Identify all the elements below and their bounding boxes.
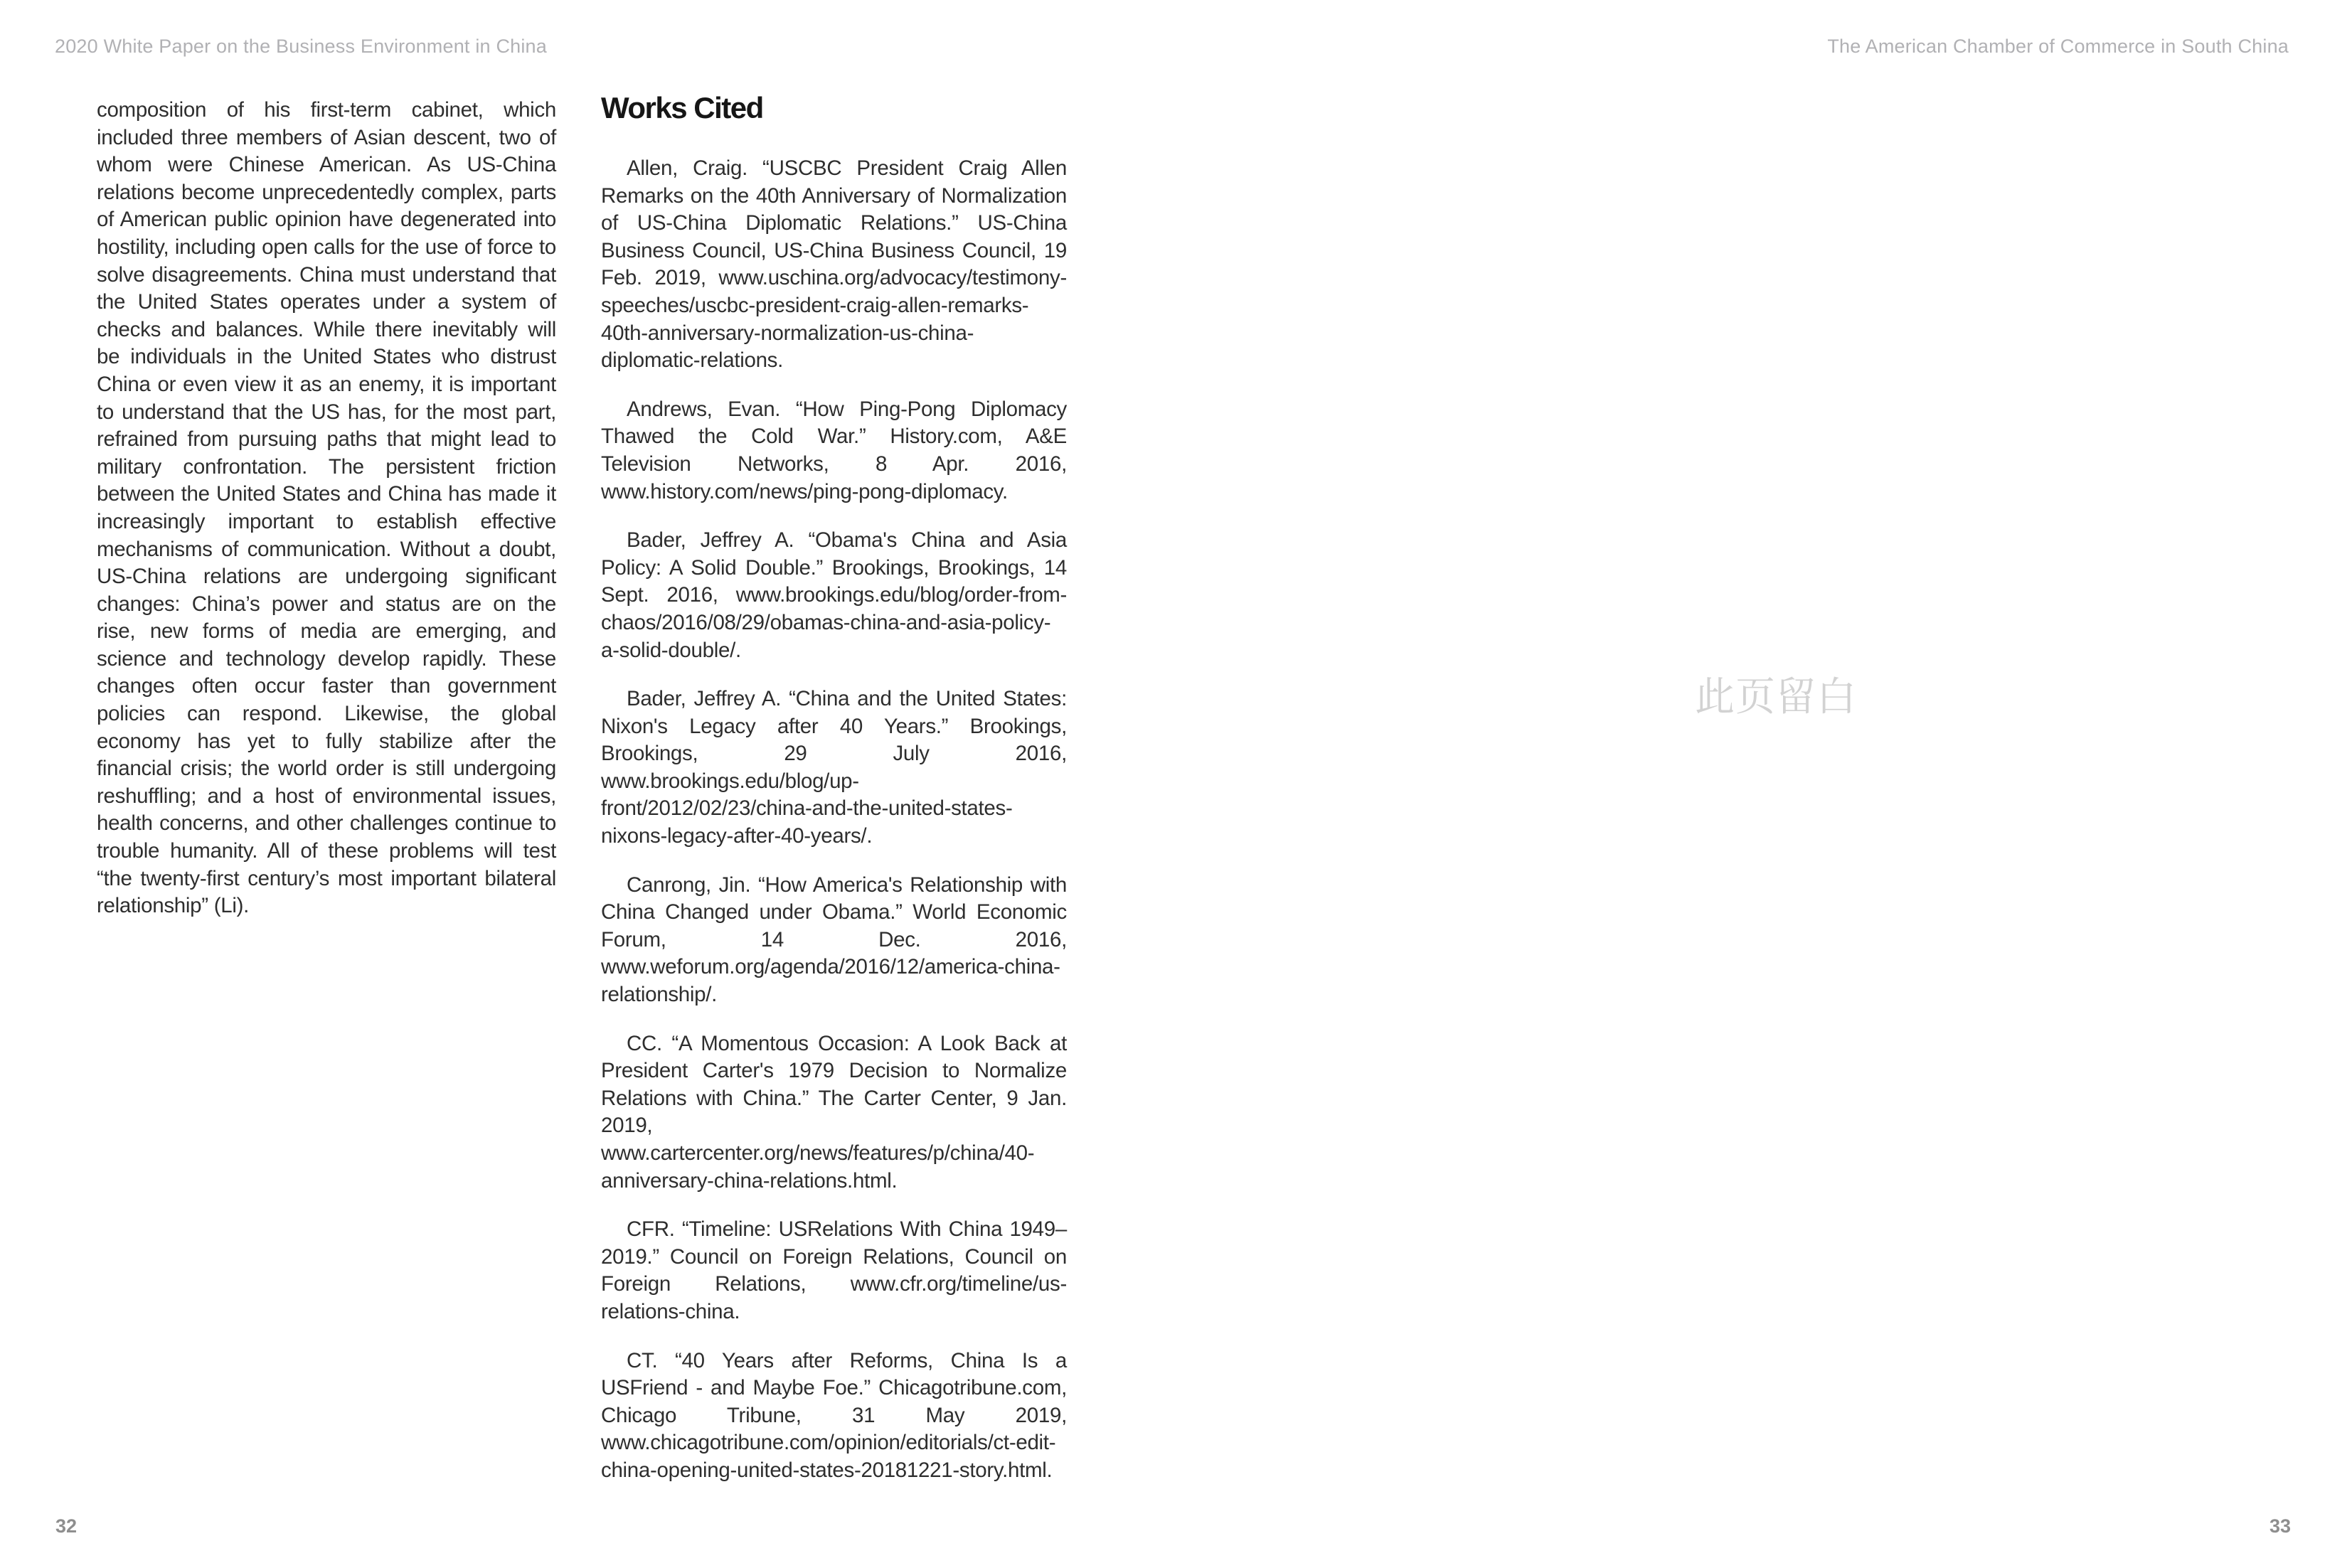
citation-entry: CC. “A Momentous Occasion: A Look Back at President Carter's 1979 Decision to Normalize Relations with China.” The Carter Center, 9 Jan. 2019, www.cartercenter.org/news/features/p/china/40-anniversary-china-relations.html. (601, 1031, 1067, 1193)
citation-entry: CT. “40 Years after Reforms, China Is a USFriend - and Maybe Foe.” Chicagotribune.com, Chicago Tribune, 31 May 2019, www.chicagotribune.com/opinion/editorials/ct-edit-china-opening-united-states-20181221-story.html. (601, 1348, 1067, 1482)
works-cited-title: Works Cited (601, 91, 763, 124)
running-header-right: The American Chamber of Commerce in South China (1827, 36, 2289, 57)
works-cited-section (601, 92, 1067, 1485)
citation-entry: Allen, Craig. “USCBC President Craig Allen Remarks on the 40th Anniversary of Normalization of US-China Diplomatic Relations.” US-China Business Council, US-China Business Council, 19 Feb. 2019, www.uschina.org/advocacy/testimony-speeches/uscbc-president-craig-allen-remarks-40th-anniversary-normalization-us-china-diplomatic-relations. (601, 156, 1067, 373)
running-header-left: 2020 White Paper on the Business Environment in China (55, 36, 547, 57)
page-number-left: 32 (55, 1515, 78, 1537)
citation-entry: Andrews, Evan. “How Ping-Pong Diplomacy Thawed the Cold War.” History.com, A&E Television Networks, 8 Apr. 2016, www.history.com/news/ping-pong-diplomacy. (601, 397, 1067, 503)
body-paragraph: composition of his first-term cabinet, which included three members of Asian descent, two of whom were Chinese American. As US-China relations become unprecedentedly complex, parts of American public opinion have degenerated into hostility, including open calls for the use of force to solve disagreements. China must understand that the United States operates under a system of checks and balances. While there inevitably will be individuals in the United States who distrust China or even view it as an enemy, it is important to understand that the US has, for the most part, refrained from pursuing paths that might lead to military confrontation. The persistent friction between the United States and China has made it increasingly important to establish effective mechanisms of communication. Without a doubt, US-China relations are undergoing significant changes: China’s power and status are on the rise, new forms of media are emerging, and science and technology develop rapidly. These changes often occur faster than government policies can respond. Likewise, the global economy has yet to fully stabilize after the financial crisis; the world order is still undergoing reshuffling; and a host of environmental issues, health concerns, and other challenges continue to trouble humanity. All of these problems will test “the twenty-first century’s most important bilateral relationship” (Li). (97, 98, 556, 918)
citation-entry: Bader, Jeffrey A. “Obama's China and Asia Policy: A Solid Double.” Brookings, Brookings, 14 Sept. 2016, www.brookings.edu/blog/order-from-chaos/2016/08/29/obamas-china-and-asia-policy-a-solid-double/. (601, 528, 1067, 662)
citation-entry: Bader, Jeffrey A. “China and the United States: Nixon's Legacy after 40 Years.” Brookings, Brookings, 29 July 2016, www.brookings.edu/blog/up-front/2012/02/23/china-and-the-united-states-nixons-legacy-after-40-years/. (601, 687, 1067, 848)
blank-page-note: 此页留白 (1695, 674, 1857, 719)
citations-list (601, 155, 1067, 1485)
citation-entry: Canrong, Jin. “How America's Relationship with China Changed under Obama.” World Economic Forum, 14 Dec. 2016, www.weforum.org/agenda/2016/12/america-china-relationship/. (601, 873, 1067, 1007)
page-number-right: 33 (2269, 1515, 2291, 1537)
citation-entry: CFR. “Timeline: USRelations With China 1949–2019.” Council on Foreign Relations, Council on Foreign Relations, www.cfr.org/timeline/us-relations-china. (601, 1217, 1067, 1323)
